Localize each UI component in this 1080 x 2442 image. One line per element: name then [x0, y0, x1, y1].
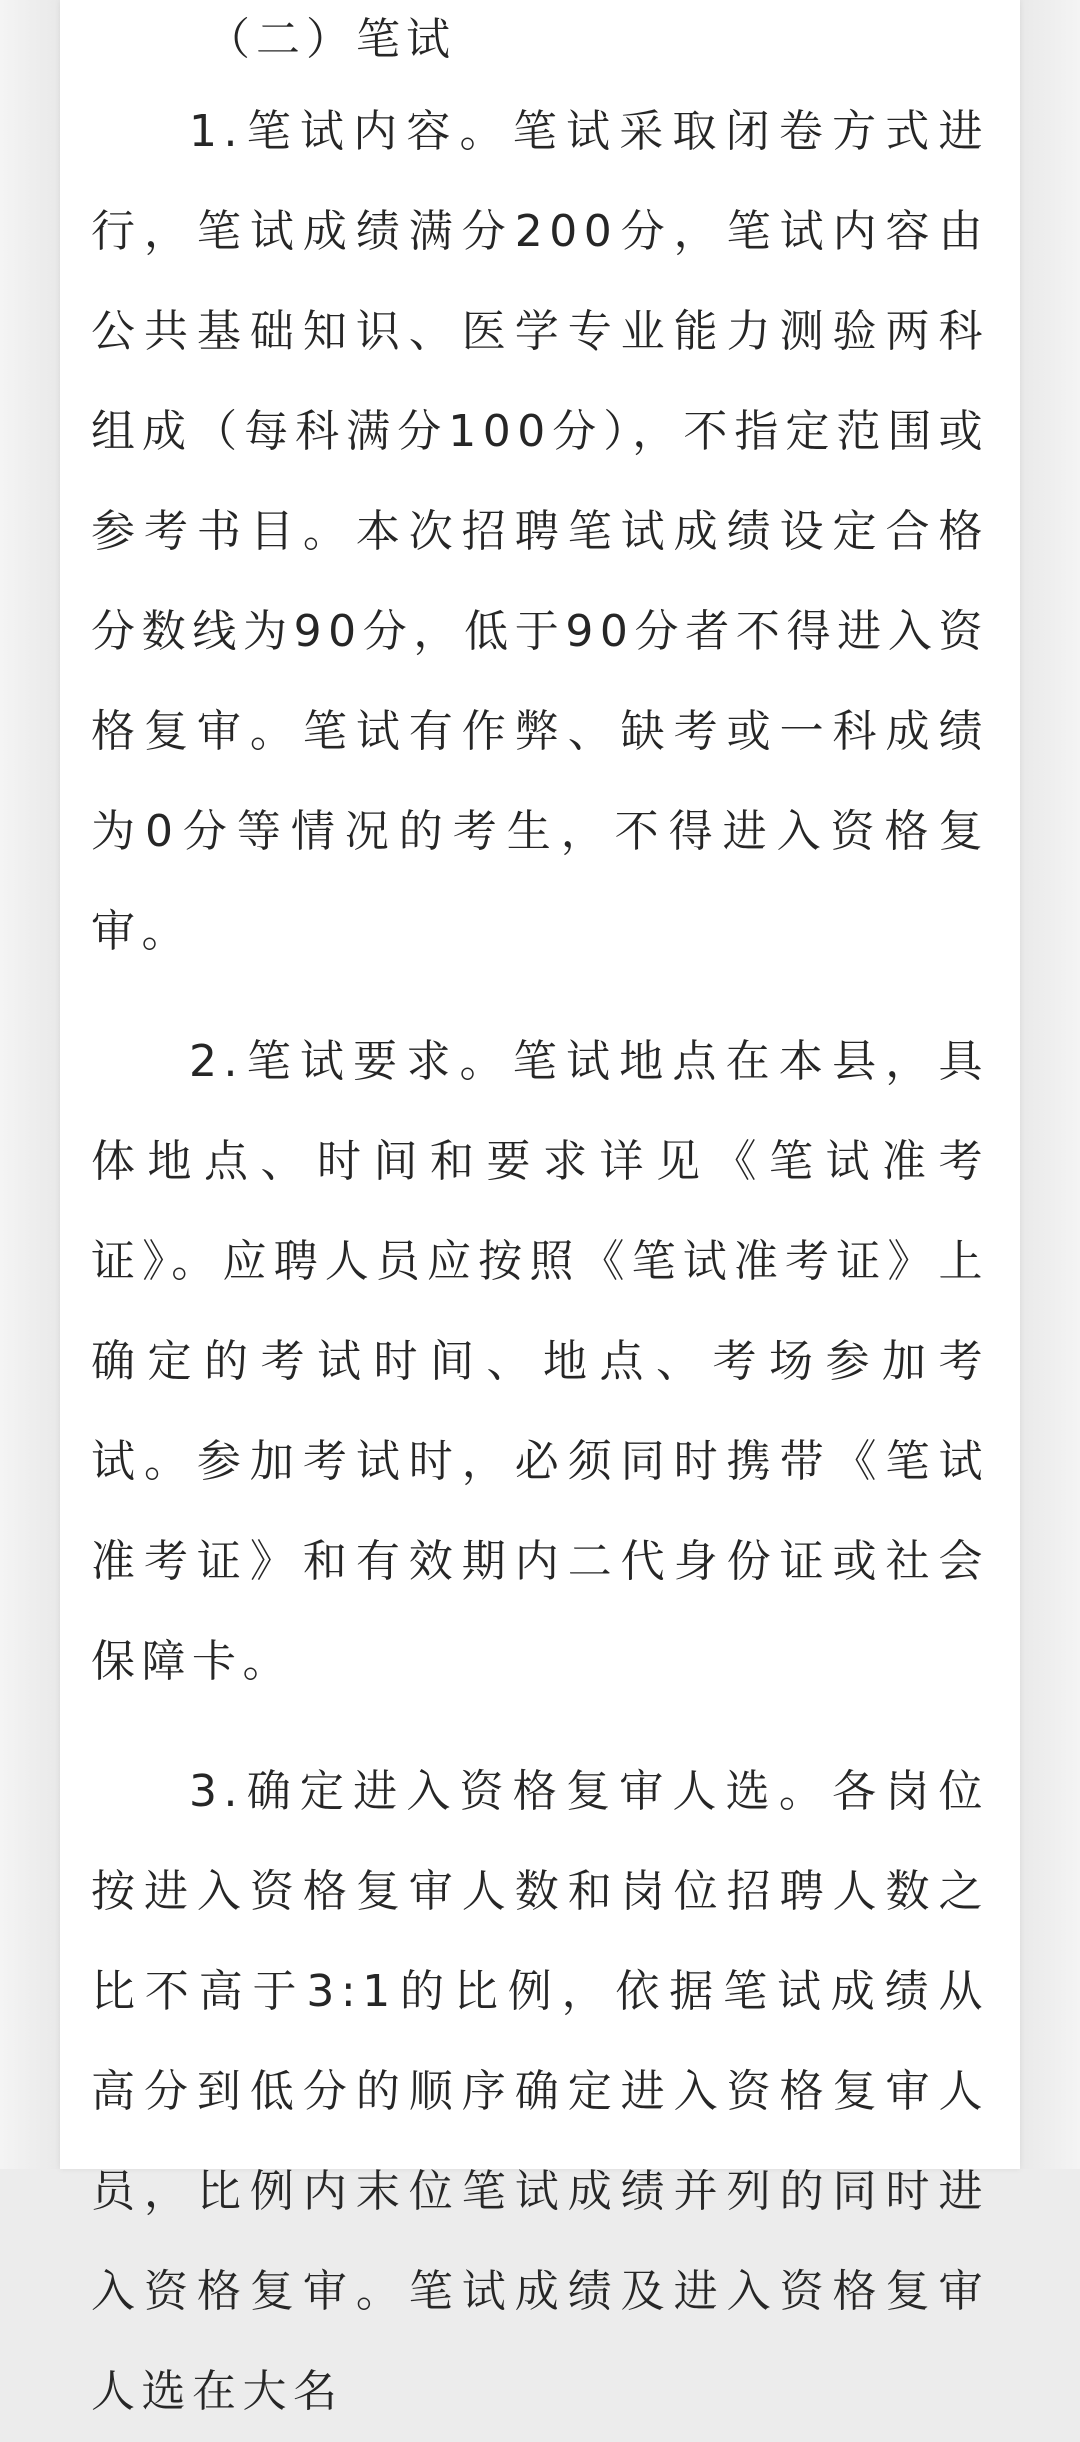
left-margin	[0, 0, 60, 2169]
paragraph-written-exam-content: 1.笔试内容。笔试采取闭卷方式进行，笔试成绩满分200分，笔试内容由公共基础知识、医学专业能力测验两科组成（每科满分100分），不指定范围或参考书目。本次招聘笔试成绩设定合格分数线为90分，低于90分者不得进入资格复审。笔试有作弊、缺考或一科成绩为0分等情况的考生，不得进入资格复审。	[91, 106, 989, 957]
document-content	[91, 0, 989, 2442]
paragraph-written-exam-requirements: 2.笔试要求。笔试地点在本县，具体地点、时间和要求详见《笔试准考证》。应聘人员应按照《笔试准考证》上确定的考试时间、地点、考场参加考试。参加考试时，必须同时携带《笔试准考证》和有效期内二代身份证或社会保障卡。	[91, 1036, 989, 1687]
document-page	[60, 0, 1020, 2417]
paragraph-review-candidates: 3.确定进入资格复审人选。各岗位按进入资格复审人数和岗位招聘人数之比不高于3:1的比例，依据笔试成绩从高分到低分的顺序确定进入资格复审人员，比例内末位笔试成绩并列的同时进入资格复审。笔试成绩及进入资格复审人选在大名	[91, 1766, 989, 2417]
right-margin	[1020, 0, 1080, 2169]
section-heading: （二）笔试	[206, 14, 456, 65]
